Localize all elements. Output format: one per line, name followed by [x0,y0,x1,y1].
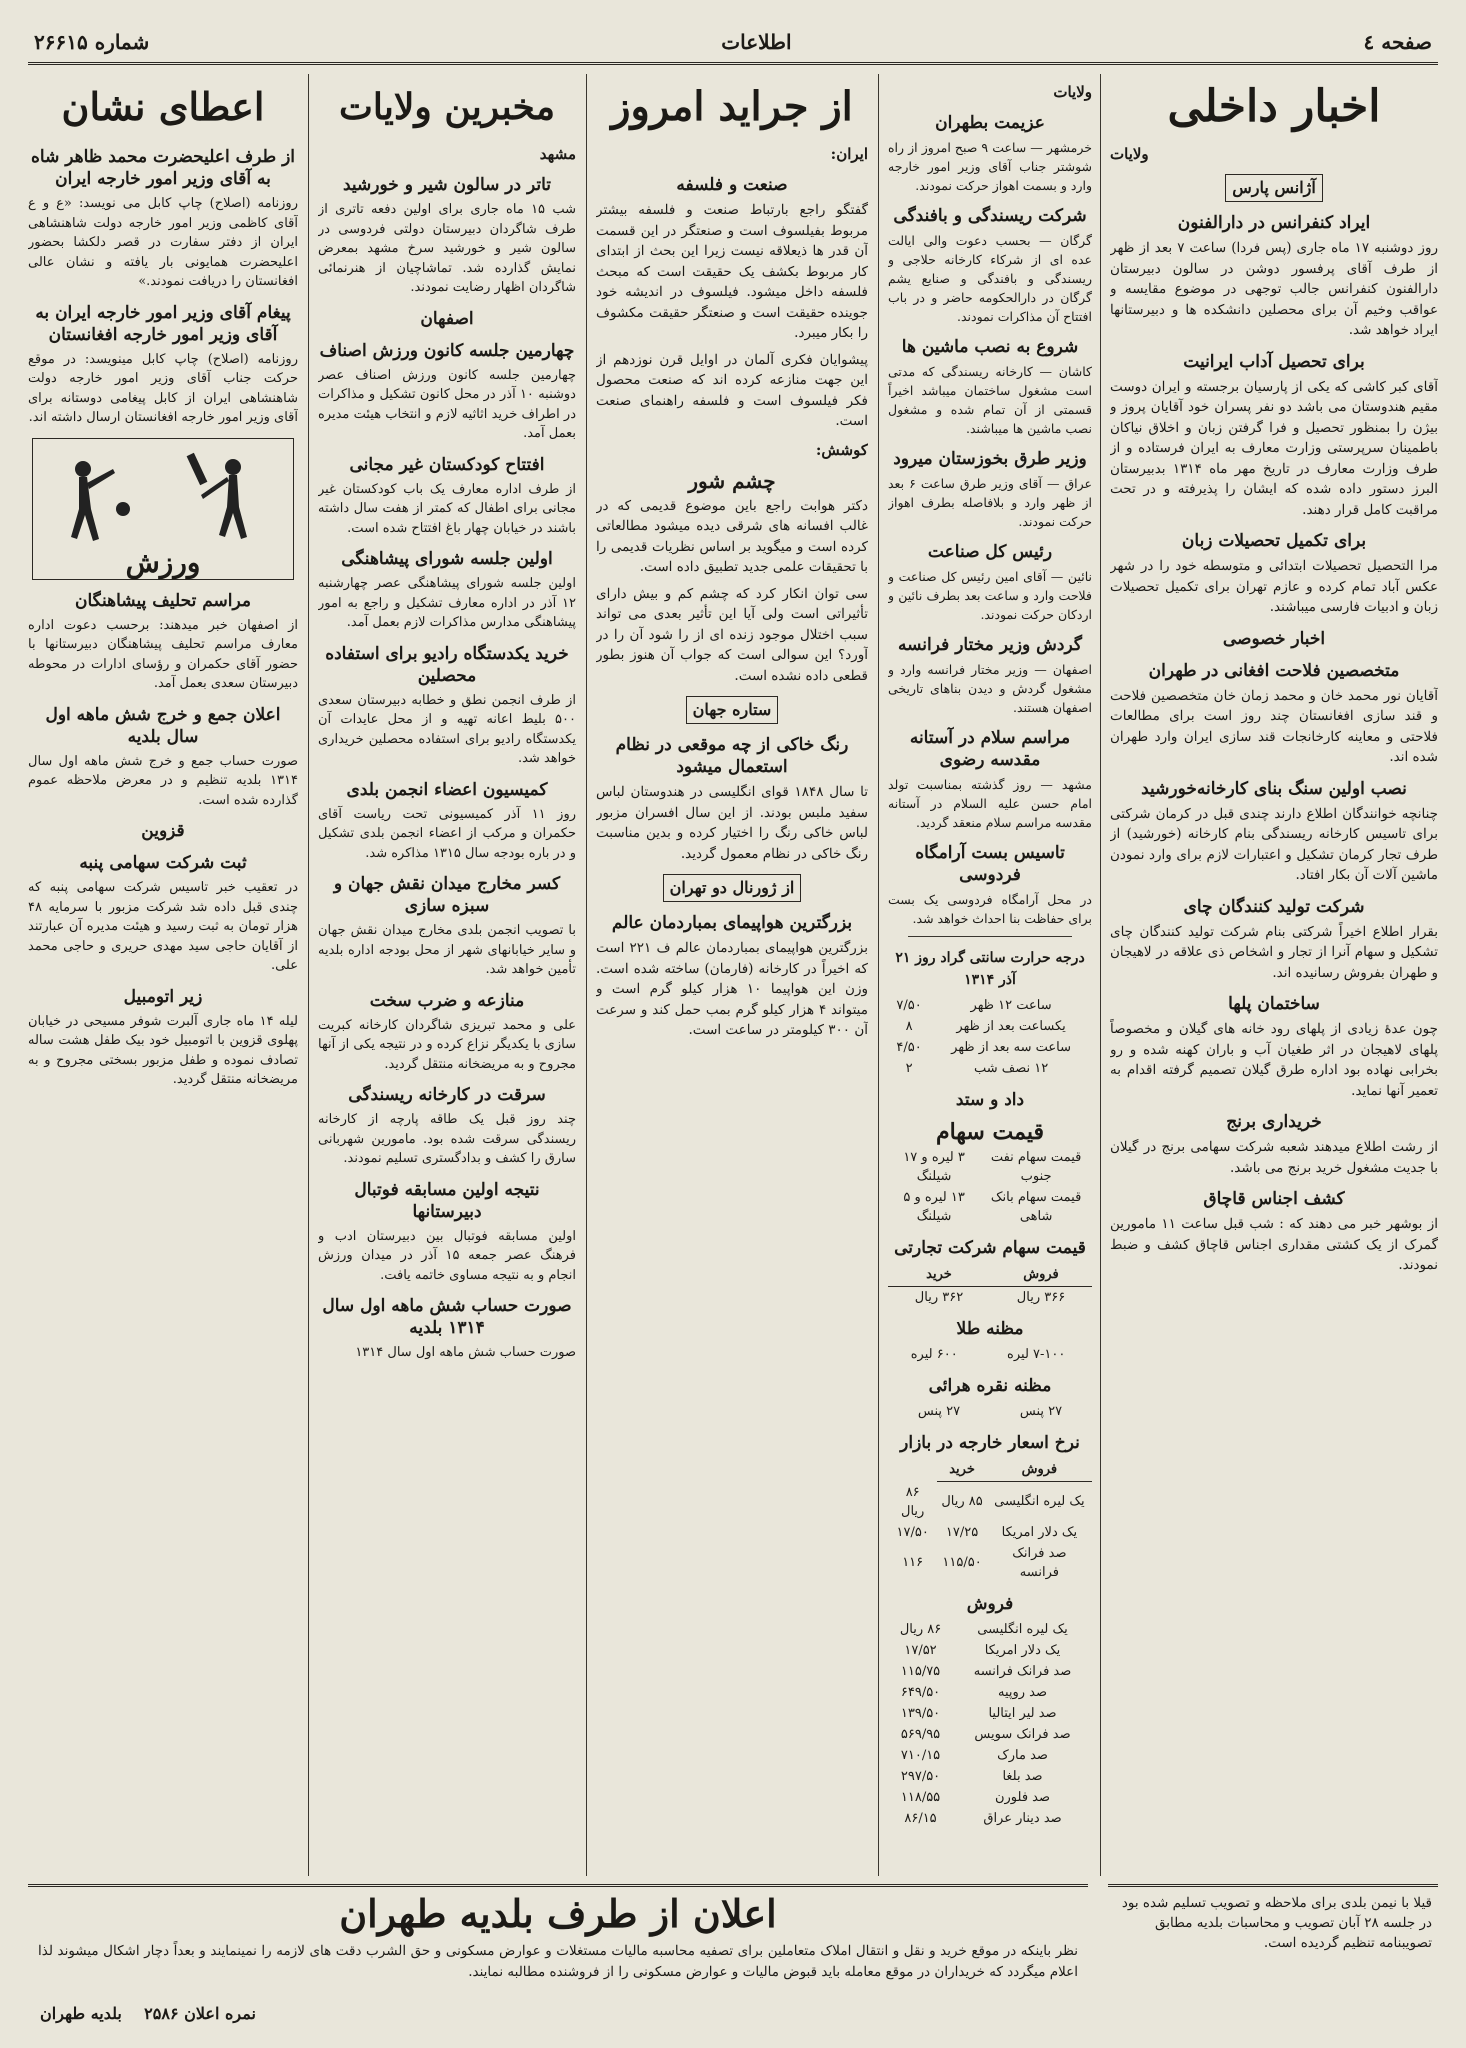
notice-number: نمره اعلان ۲۵۸۶ [144,2004,256,2023]
notice-signature [40,2004,256,2023]
stock-table [888,1147,1092,1227]
gold-table [888,1344,1092,1365]
item-text: آقایان نور محمد خان و محمد زمان خان متخصصین فلاحت و قند سازی افغانستان چند روز است برای مطالعات فلاحتی و معاینه کارخانجات قند سازی ایران وارد طهران شده اند. [1110,687,1438,765]
table-cell: یک دلار امریکا [984,1642,1061,1658]
item-head: نتیجه اولین مسابقه فوتبال دبیرستانها [354,1179,540,1222]
table-cell: ۱۳۹/۵۰ [900,1705,941,1721]
item-head: تاتر در سالون شیر و خورشید [342,175,552,195]
agency-name: آژانس پارس [1225,174,1323,202]
paper-name: اطلاعات [721,30,792,54]
item-head: تاسیس بست آرامگاه فردوسی [915,843,1065,885]
item-text: علی و محمد تبریزی شاگردان کارخانه کبریت سازی با یکدیگر نزاع کرده و در نتیجه یکی از آنها مجروح و به مریضخانه منتقل گردید. [318,1017,576,1072]
table-cell: ۱۷/۵۰ [896,1524,929,1540]
table-cell: صد دینار عراق [983,1810,1062,1826]
temperature-head: درجه حرارت سانتی گراد روز ۲۱ آذر ۱۳۱۴ [895,950,1085,988]
table-cell: ۸۶ ریال [899,1621,942,1637]
table-cell: ۴/۵۰ [896,1040,922,1055]
item-text: چند روز قبل یک طاقه پارچه از کارخانه ریسندگی سرقت شده بود. مامورین شهربانی سارق را کشف و بدادگستری تسلیم نمودند. [318,1112,576,1166]
item-head: خرید یکدستگاه رادیو برای استفاده محصلین [325,643,569,686]
fx-title: نرخ اسعار خارجه در بازار [900,1433,1080,1453]
table-cell: قیمت سهام بانک شاهی [990,1190,1082,1224]
table-cell: قیمت سهام نفت جنوب [990,1150,1082,1184]
article-head: صنعت و فلسفه [676,175,788,195]
reporters-list [318,174,576,1363]
table-cell: صد لیر ایتالیا [988,1705,1057,1721]
table-cell: ۱۳ لیره و ۵ شیلنگ [903,1190,965,1224]
label-star: ستاره جهان [686,696,779,724]
item-head: منازعه و ضرب سخت [369,990,525,1011]
provinces-list [888,112,1092,928]
item-text: مرا التحصیل تحصیلات ابتدائی و متوسطه خود را در شهر عکس آباد تمام کرده و عازم تهران برای تکمیل تحصیلات زبان و ادبیات فارسی میباشند. [1110,558,1438,615]
item-text: روزنامه (اصلاح) چاپ کابل مینویسد: در موقع حرکت جناب آقای وزیر امور خارجه دولت شاهنشاهی ایران از کابل پیغامی دوستانه برای آقای وزیر امور خارجه افغانستان ارسال داشته اند. [28,351,298,425]
papers-title: از جراید امروز [611,83,853,130]
article-head: رنگ خاکی از چه موقعی در نظام استعمال میشود [615,735,849,777]
item-text: صورت حساب شش ماهه اول سال ۱۳۱۴ [355,1345,576,1360]
table-cell: ۷-۱۰۰ لیره [1007,1347,1066,1362]
article-text: بزرگترین هواپیمای بمباردمان عالم ف ۲۲۱ است که اخیراً در کارخانه (فارمان) ساخته شده است. وزن این هواپیما ۱۰ هزار کیلو گرم است و میتواند ۴ هزار کیلو گرم بمب حمل کند و سرعت آن ۳۰۰ کیلومتر در ساعت است. [596,940,868,1038]
item-head: از طرف اعلیحضرت محمد ظاهر شاه به آقای وزیر امور خارجه ایران [31,147,295,189]
table-row [888,1058,1092,1079]
item-head: پیغام آقای وزیر امور خارجه ایران به آقای وزیر امور خارجه افغانستان [35,302,291,345]
article-head: چشم شور [688,468,776,493]
table-cell: ۳ لیره و ۱۷ شیلنگ [903,1150,965,1184]
item-text: شب ۱۵ ماه جاری برای اولین دفعه تاتری از طرف شاگردان دبیرستان دولتی فردوسی در سالون شیر و خورشید سرخ مشهد بمعرض نمایش گذارده شد. تماشاچیان از هنرنمائی شاگردان اظهار رضایت نمودند. [318,202,576,295]
item-head: گردش وزیر مختار فرانسه [898,635,1082,655]
item-head: افتتاح کودکستان غیر مجانی [349,454,545,475]
item-text: مشهد — روز گذشته بمناسبت تولد امام حسن علیه السلام در آستانه مقدسه مراسم سلام منعقد گردید. [888,777,1092,830]
item-head: خریداری برنج [1226,1112,1322,1132]
domestic-news-title: اخبار داخلی [1167,81,1381,132]
table-cell: ۳۶۶ ریال [1016,1290,1066,1305]
table-cell: ساعت سه بعد از ظهر [951,1040,1072,1055]
table-row [888,1522,1092,1543]
article-head: بزرگترین هواپیمای بمباردمان عالم [611,913,853,933]
item-head: عزیمت بطهران [935,113,1045,133]
table-cell: صد بلغا [1002,1768,1043,1784]
table-cell: ساعت ۱۲ ظهر [970,998,1052,1013]
table-cell: صد فرانک فرانسه [1012,1545,1067,1580]
item-head: اصفهان [420,308,474,329]
newspaper-page [28,22,1438,2026]
item-head: کشف اجناس قاچاق [1203,1189,1345,1209]
table-row [888,1808,1092,1829]
exchange-head: داد و ستد [955,1090,1025,1110]
item-head: چهارمین جلسه کانون ورزش اصناف [319,340,575,361]
article-text: گفتگو راجع بارتباط صنعت و فلسفه بیشتر مربوط بفیلسوف است و صنعتگر در این قسمت آن قدر ها ذیعلاقه نیست زیرا این بحث از ابتدای کار مربوط بکشف یک حقیقت است که مبحث فلسفه داخل میشود. فیلسوف در اندیشه خود جوینده حقیقت است و صنعتگر حقیقت مکشوف را بکار میبرد. [596,202,868,341]
fx2-table [888,1619,1092,1829]
table-row [888,1401,1092,1422]
item-head: مراسم سلام در آستانه مقدسه رضوی [909,728,1071,770]
stock-title: قیمت سهام [935,1119,1045,1145]
table-cell: یک لیره انگلیسی [994,1494,1085,1510]
table-cell: ۸۶ ریال [901,1484,925,1519]
table-cell: ۲۷ پنس [917,1404,961,1419]
table-cell: صد فرانک فرانسه [973,1663,1072,1679]
provinces-sub-label: ولایات [1053,83,1092,101]
side-notice [1108,1884,1438,2024]
table-header-cell: فروش [987,1458,1092,1482]
column-divider [878,74,879,1876]
column-domestic-news [1110,74,1438,1876]
table-cell: صد فرانک سویس [974,1726,1071,1742]
table-row [888,1724,1092,1745]
item-text: اولین جلسه شورای پیشاهنگی عصر چهارشنبه ۱۲ آذر در اداره معارف تشکیل و راجع به امور پیشاهنگی مدارس مذاکرات لازم بعمل آمد. [318,576,576,630]
item-head: مراسم تحلیف پیشاهنگان [74,590,252,611]
table-row [888,1147,1092,1187]
notice-text: نظر باینکه در موقع خرید و نقل و انتقال املاک متعاملین برای تصفیه محاسبه مالیات مستغلات و عوارض مسکونی و حق الشرب دقت های لازمه را نمینمایند و بعداً دچار اشکال میشوند لذا اعلام میگردد که خریداران در موقع معامله باید قبوض مالیات و عوارض مسکونی را از فروشنده مطالبه نمایند. [38,1943,1078,1980]
table-cell: ۵۶۹/۹۵ [900,1726,941,1742]
item-head: برای تحصیل آداب ایرانیت [1183,351,1365,372]
column-todays-papers [596,74,868,1876]
item-text: از طرف انجمن نطق و خطابه دبیرستان سعدی ۵۰۰ بلیط اعانه تهیه و از محل عایدات آن یکدستگاه رادیو برای استفاده محصلین خریداری خواهد شد. [318,692,576,766]
item-text: روز دوشنبه ۱۷ ماه جاری (پس فردا) ساعت ۷ بعد از ظهر از طرف آقای پرفسور دوشن در سالون دبیرستان دارالفنون کنفرانس جالب توجهی در موضوع مقایسه و عواقب وخیم آن برای محصلین دانشکده ها و دبیرستانها ایراد خواهد شد. [1110,240,1438,338]
item-head: شرکت تولید کنندگان چای [1183,896,1365,917]
item-text: کاشان — کارخانه ریسندگی که مدتی است مشغول ساختمان میباشد اخیراً قسمتی از آن تمام شده و مشغول نصب ماشین ها میباشند. [888,364,1092,436]
fx-table [888,1458,1092,1583]
award-list [28,146,298,428]
trade-title: قیمت سهام شرکت تجارتی [894,1238,1086,1258]
item-text: لیله ۱۴ ماه جاری آلبرت شوفر مسیحی در خیابان پهلوی قزوین با اتومبیل خود بیک طفل هشت ساله تصادف نموده و طفل مزبور بسختی مجروح و به مریضخانه منتقل گردید. [28,1013,298,1087]
label-journal: از ژورنال دو تهران [663,874,802,902]
column-reporters [318,74,576,1876]
item-text: صورت حساب جمع و خرج شش ماهه اول سال ۱۳۱۴ بلدیه تنظیم و در معرض ملاحظه عموم گذارده شده است. [28,753,298,808]
table-cell: ۶۰۰ لیره [910,1347,958,1362]
item-text: عراق — آقای وزیر طرق ساعت ۶ بعد از ظهر وارد و بلافاصله بطرف اهواز حرکت نمودند. [888,476,1092,529]
table-row [888,1787,1092,1808]
item-text: چون عدهٔ زیادی از پلهای رود خانه های گیلان و مخصوصاً پلهای لاهیجان در اثر طغیان آب و باران کهنه شده و رو بخرابی نهاده بود اداره طرق گیلان تصمیم گرفته اقدام به تعمیر آنها نماید. [1110,1021,1438,1099]
table-header-cell: خرید [937,1458,986,1482]
table-row [888,1766,1092,1787]
item-text: در محل آرامگاه فردوسی یک بست برای حفاظت بنا احداث خواهد شد. [888,892,1092,926]
item-text: اصفهان — وزیر مختار فرانسه وارد و مشغول گردش و دیدن بناهای تاریخی اصفهان هستند. [888,662,1092,715]
table-row [888,1037,1092,1058]
item-text: از طرف اداره معارف یک باب کودکستان غیر مجانی برای اطفال که کمتر از هفت سال داشته باشند در خیابان چهار باغ افتتاح شده است. [318,481,576,536]
issue-label: شماره ۲۶۶۱۵ [34,30,150,54]
item-text: با تصویب انجمن بلدی مخارج میدان نقش جهان و سایر خیابانهای شهر از محل بودجه اداره بلدیه تأمین خواهد شد. [318,923,576,977]
masthead [28,22,1438,65]
item-head: صورت حساب شش ماهه اول سال ۱۳۱۴ بلدیه [322,1296,572,1338]
table-cell: ۷/۵۰ [896,998,922,1013]
item-head: رئیس کل صناعت [927,542,1053,562]
column-divider [586,74,587,1876]
item-head: برای تکمیل تحصیلات زبان [1181,531,1367,551]
table-cell: ۱۲ نصف شب [973,1061,1049,1076]
item-text: از اصفهان خبر میدهند: برحسب دعوت اداره معارف مراسم تحلیف پیشاهنگان دبیرستانها با حضور آقای حکمران و رؤسای ادارات در محوطه دبیرستان سعدی بعمل آمد. [28,617,298,691]
table-row [888,1745,1092,1766]
item-head: ساختمان پلها [1228,994,1320,1014]
table-cell: ۸۶/۱۵ [904,1810,937,1826]
table-row [888,1187,1092,1227]
table-row [888,1543,1092,1583]
table-cell: ۱۱۸/۵۵ [900,1789,941,1805]
table-header-cell: خرید [888,1263,990,1287]
table-cell: ۱۱۶ [902,1555,924,1570]
item-head: نصب اولین سنگ بنای کارخانه‌خورشید [1141,778,1407,799]
item-text: بقرار اطلاع اخیراً شرکتی بنام شرکت تولید کنندگان چای تشکیل و سهام آنرا از تجار و اشخاص ذی علاقه در لاهیجان و طهران بفروش رسانیده اند. [1110,923,1438,981]
item-text: از بوشهر خبر می دهند که : شب قبل ساعت ۱۱ مامورین گمرک از یک کشتی مقداری اجناس قاچاق کشف و ضبط نمودند. [1110,1216,1438,1273]
table-cell: ۸ [905,1019,913,1034]
table-cell: ۷۱۰/۱۵ [900,1747,941,1763]
item-head: متخصصین فلاحت افغانی در طهران [1148,660,1400,681]
silver-table [888,1401,1092,1422]
article-text: پیشوایان فکری آلمان در اوایل قرن نوزدهم از این جهت منازعه کرده اند که صنعت محصول فکر فیلسوف است و فلسفه راهنمای صنعت است. [596,351,868,429]
municipality-notice [28,1884,1088,2027]
table-row [888,1482,1092,1522]
item-text: چهارمین جلسه کانون ورزش اصناف عصر دوشنبه ۱۰ آذر در محل کانون تشکیل و مذاکرات در اطراف خرید اثاثیه لازم و انتخاب هیئت مدیره بعمل آمد. [318,367,576,441]
column-award [28,74,298,1876]
temperature-table [888,995,1092,1079]
fx2-title: فروش [966,1593,1014,1614]
item-text: چنانچه خوانندگان اطلاع دارند چندی قبل در کرمان شرکتی برای تاسیس کارخانه ریسندگی بنام کارخانه (خورشید) از طرف تجار کرمان تشکیل و اعتبارات لازم برای وارد نمودن ماشین آلات آن بکار افتاد. [1110,805,1438,883]
item-head: سرقت در کارخانه ریسندگی [348,1085,546,1105]
reporters-title: مخبرین ولایات [339,86,555,128]
item-text: اولین مسابقه فوتبال بین دبیرستان ادب و فرهنگ عصر جمعه ۱۵ آذر در میدان ورزش انجام و به نتیجه مساوی خاتمه یافت. [318,1228,576,1283]
table-cell: ۱۷/۵۲ [904,1642,937,1658]
item-head: اعلان جمع و خرج شش ماهه اول سال بلدیه [45,704,281,747]
sport-label: ورزش [125,546,201,579]
notice-title: اعلان از طرف بلدیه طهران [339,1891,777,1936]
item-text: خرمشهر — ساعت ۹ صبح امروز از راه شوشتر جناب آقای وزیر امور خارجه وارد و بسمت اهواز حرکت نمودند. [888,140,1092,193]
item-head: اخبار خصوصی [1222,628,1326,649]
side-notice-text: قیلا با نیمن بلدی برای ملاحظه و تصویب تسلیم شده بود در جلسه ۲۸ آبان تصویب و محاسبات بلدیه مطابق تصویبنامه تنظیم گردیده است. [1121,1895,1432,1951]
table-cell: ۳۶۲ ریال [914,1290,964,1305]
sport-illustration [32,438,294,580]
column-divider [308,74,309,1876]
award-list-continued [28,590,298,1090]
label-kooshesh: کوشش: [815,440,868,459]
item-text: از رشت اطلاع میدهند شعبه شرکت سهامی برنج در گیلان با جدیت مشغول خرید برنج می باشد. [1110,1139,1438,1176]
silver-title: مظنه نقره هرائی [928,1376,1052,1396]
table-cell: ۱۷/۲۵ [945,1524,979,1540]
table-cell: ۱۱۵/۵۰ [942,1555,982,1570]
table-cell: صد روپیه [997,1684,1048,1700]
item-head: ثبت شرکت سهامی پنبه [79,853,247,873]
article-text: تا سال ۱۸۴۸ قوای انگلیسی در هندوستان لباس سفید ملبس بودند. از این سال افسران مزبور لباس خاکی رنگ را اختیار کرده و بدین مناسبت رنگ خاکی در نظام معمول گردید. [596,784,868,862]
table-cell: صد فلورن [994,1789,1051,1805]
provinces-label: ولایات [1110,145,1149,163]
item-head: زیر اتومبیل [123,986,203,1007]
item-text: نائین — آقای امین رئیس کل صناعت و فلاحت وارد و ساعت بعد بطرف نائین و اردکان حرکت نمودند. [888,569,1092,622]
domestic-news-list [1110,212,1438,1276]
table-row [888,1344,1092,1365]
table-cell: ۸۵ ریال [941,1494,983,1510]
table-row [888,1619,1092,1640]
table-row [888,1682,1092,1703]
item-head: ایراد کنفرانس در دارالفنون [1177,213,1371,233]
table-cell: یک دلار امریکا [1001,1524,1078,1540]
item-head: وزیر طرق بخوزستان میرود [893,449,1087,469]
table-cell: ۲۹۷/۵۰ [900,1768,941,1784]
item-head: قزوین [141,821,185,841]
table-cell: ۲ [905,1061,913,1076]
award-title: اعطای نشان [61,84,265,129]
table-cell: ۲۷ پنس [1019,1404,1063,1419]
table-header-cell: فروش [990,1263,1092,1287]
item-text: گرگان — بحسب دعوت والی ایالت عده ای از شرکاء کارخانه حلاجی و ریسندگی و بافندگی و صنایع یشم گرگان در دارالحکومه حاضر و در باب افتتاح آن مذاکرات نمودند. [888,233,1092,324]
table-row [888,1661,1092,1682]
item-head: کسر مخارج میدان نقش جهان و سبزه سازی [333,874,561,916]
item-text: روزنامه (اصلاح) چاپ کابل می نویسد: «ع و ع آقای کاظمی وزیر امور خارجه دولت شاهنشاهی ایران از دفتر سفارت در قصر دلکشا بحضور اعلیحضرت همایونی بار یافته و نشان عالی افغانستان را دریافت نمودند.» [28,196,298,289]
item-head: اولین جلسه شورای پیشاهنگی [341,549,553,569]
table-cell: یک لیره انگلیسی [977,1621,1068,1637]
column-divider [1100,74,1101,1876]
trade-table [888,1263,1092,1308]
item-text: روز ۱۱ آذر کمیسیونی تحت ریاست آقای حکمران و مرکب از اعضاء انجمن بلدی تشکیل و در باره بودجه سال ۱۳۱۵ مذاکره شد. [318,806,576,861]
page-label: صفحه ٤ [1363,30,1432,54]
table-cell: ۱۱۵/۷۵ [900,1663,941,1679]
table-row [888,1703,1092,1724]
table-cell: یکساعت بعد از ظهر [956,1019,1066,1034]
item-head: کمیسیون اعضاء انجمن بلدی [346,779,548,800]
item-text: در تعقیب خبر تاسیس شرکت سهامی پنبه که چندی قبل داده شد شرکت مزبور با سرمایه ۴۸ هزار تومان به ثبت رسید و هیئت مدیره آن عبارتند از آقایان حاجی سید مهدی حریری و حاجی محمد علی. [28,880,298,973]
notice-signer: بلدیه طهران [40,2004,122,2023]
city-label: مشهد [539,145,576,163]
label-iran: ایران: [830,145,868,163]
item-head: شروع به نصب ماشین ها [901,337,1079,357]
article-text: سی توان انکار کرد که چشم کم و بیش دارای تأثیراتی است ولی آیا این تأثیر بعدی می تواند سبب اختلال موجود زنده ای از را شود آن را در آورد؟ این سوالی است که جواب آن هنوز بطور قطعی داده نشده است. [596,585,868,684]
table-cell: صد مارک [997,1747,1048,1763]
gold-title: مظنه طلا [956,1319,1024,1339]
table-row [888,1640,1092,1661]
table-row [888,995,1092,1016]
item-text: آقای کبر کاشی که یکی از پارسیان برجسته و ایران دوست مقیم هندوستان می باشد دو نفر پسران خود آقایان پروز و بیژن را بمنظور تحصیل و فرا گرفتن زبان و اخلاق نیاکان باطمینان سرپرستی وزارت معارف به ایران فرستاده و از طرف وزارت معارف در تاریخ مهر ماه ۱۳۱۴ بدبیرستان البرز دستور داده شده که ایشان را پذیرفته و در تحت مراقبت کامل قرار دهند. [1110,378,1438,518]
table-cell: ۶۴۹/۵۰ [900,1684,941,1700]
table-row [888,1287,1092,1309]
column-provinces [888,74,1092,1876]
table-row [888,1016,1092,1037]
article-text: دکتر هوابت راجع باین موضوع قدیمی که در غالب افسانه های شرقی دیده میشود مطالعاتی کرده است و میگوید بر اساس نظریات قدیمی را با تحقیقات علمی جدید تطبیق داده است. [596,497,868,575]
item-head: شرکت ریسندگی و بافندگی [893,206,1087,226]
